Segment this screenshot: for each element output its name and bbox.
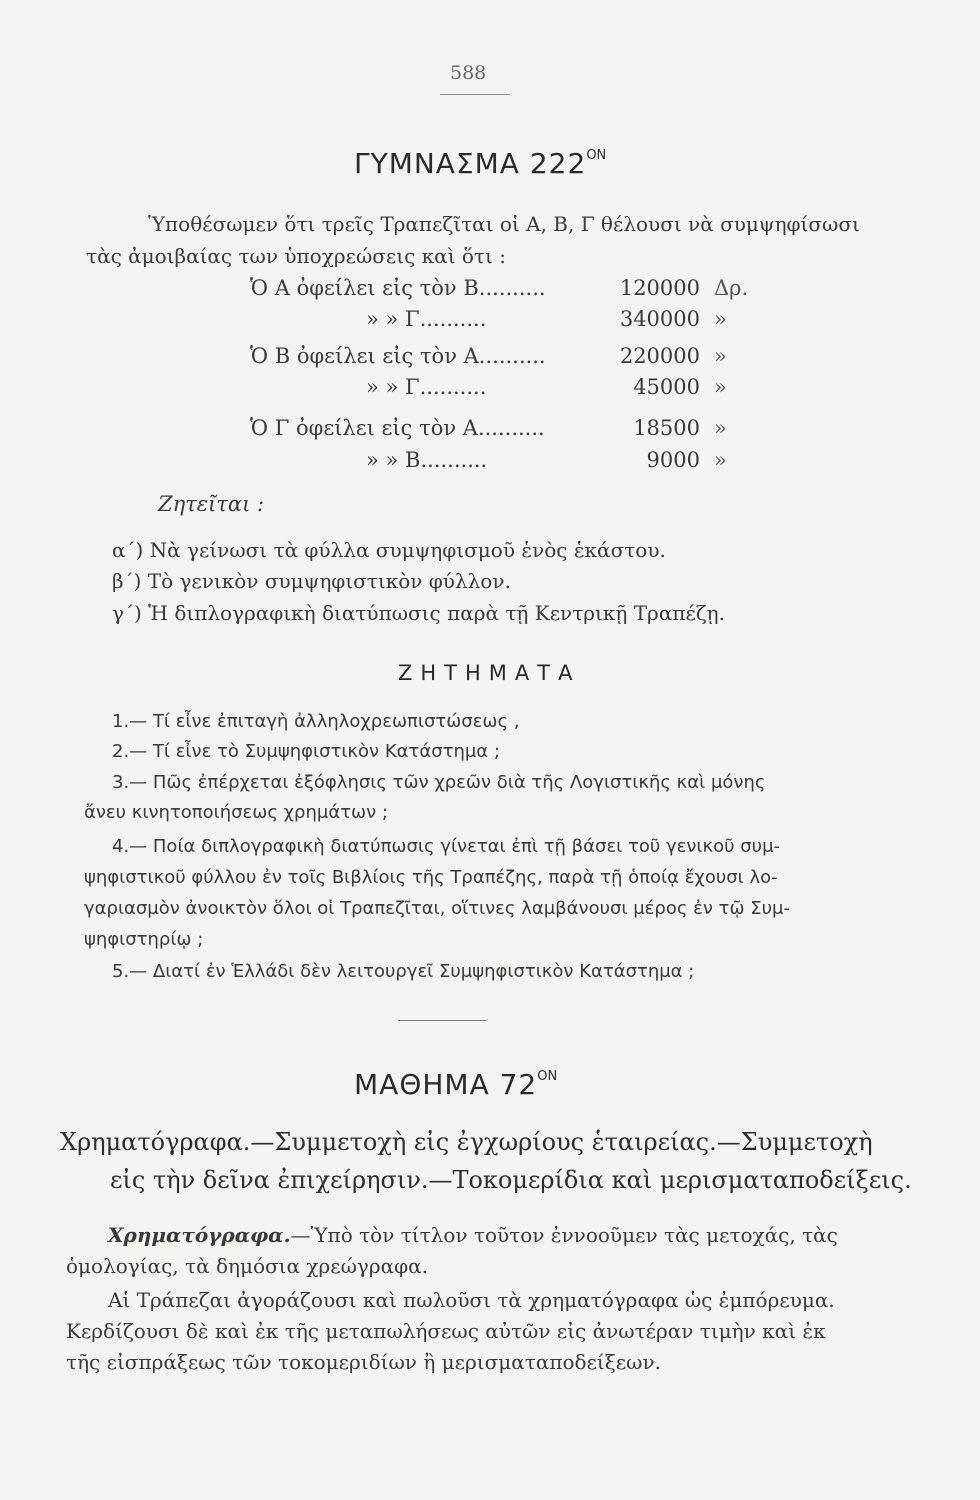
lesson-title: ΜΑΘΗΜΑ $72^{ON}$: [354, 1068, 558, 1101]
question-line: ψηφιστικοῦ φύλλου ἐν τοῖς Βιβλίοις τῆς Τραπέζης, παρὰ τῇ ὁποίᾳ ἔχουσι λο-: [84, 867, 778, 888]
section-divider: [398, 1020, 486, 1021]
question-line: 2.— Τί εἶνε τὸ Συμψηφιστικὸν Κατάστημα ;: [112, 741, 500, 762]
ledger-row: » » Β.......... 9000 »: [366, 448, 727, 472]
question-line: 4.— Ποία διπλογραφικὴ διατύπωσις γίνεται ἐπὶ τῇ βάσει τοῦ γενικοῦ συμ-: [112, 836, 781, 857]
lesson-subtitle-line-2: εἰς τὴν δεῖνα ἐπιχείρησιν.—Τοκομερίδια καὶ μερισματαποδείξεις.: [110, 1166, 912, 1194]
question-line: 3.— Πῶς ἐπέρχεται ἐξόφλησις τῶν χρεῶν διὰ τῆς Λογιστικῆς καὶ μόνης: [112, 772, 766, 793]
question-line: ἄνευ κινητοποιήσεως χρημάτων ;: [84, 802, 388, 823]
ledger-row: Ὁ Β ὀφείλει εἰς τὸν Α.......... 220000 »: [250, 344, 727, 368]
page-number-rule: [440, 94, 510, 95]
exercise-intro-line-1: Ὑποθέσωμεν ὅτι τρεῖς Τραπεζῖται οἱ Α, Β, Γ θέλουσι νὰ συμψηφίσωσι: [148, 212, 860, 236]
question-line: 1.— Τί εἶνε ἐπιταγὴ ἀλληλοχρεωπιστώσεως ,: [112, 711, 520, 732]
lesson-paragraph-1-line-2: ὁμολογίας, τὰ δημόσια χρεώγραφα.: [66, 1254, 428, 1278]
exercise-intro-line-2: τὰς ἀμοιβαίας των ὑποχρεώσεις καὶ ὅτι :: [86, 244, 506, 268]
ledger-row: Ὁ Α ὀφείλει εἰς τὸν Β.......... 120000 Δρ.: [250, 276, 749, 300]
question-line: 5.— Διατί ἐν Ἑλλάδι δὲν λειτουργεῖ Συμψηφιστικὸν Κατάστημα ;: [112, 961, 695, 982]
page-number: 588: [450, 62, 487, 84]
term-heading: Χρηματόγραφα.: [108, 1223, 291, 1247]
ledger-row: » » Γ.......... 45000 »: [366, 375, 727, 399]
ledger-row: » » Γ.......... 340000 »: [366, 307, 727, 331]
request-item: α΄) Νὰ γείνωσι τὰ φύλλα συμψηφισμοῦ ἑνὸς ἑκάστου.: [112, 538, 666, 562]
ledger-row: Ὁ Γ ὀφείλει εἰς τὸν Α.......... 18500 »: [250, 416, 727, 440]
lesson-paragraph-2-line-1: Αἱ Τράπεζαι ἀγοράζουσι καὶ πωλοῦσι τὰ χρηματόγραφα ὡς ἐμπόρευμα.: [108, 1288, 835, 1312]
lesson-paragraph-1-line-1: Χρηματόγραφα.—Ὑπὸ τὸν τίτλον τοῦτον ἐννοοῦμεν τὰς μετοχάς, τὰς: [108, 1223, 838, 1247]
request-item: β΄) Τὸ γενικὸν συμψηφιστικὸν φύλλον.: [112, 569, 511, 593]
question-line: ψηφιστηρίῳ ;: [84, 929, 204, 950]
question-line: γαριασμὸν ἀνοικτὸν ὅλοι οἱ Τραπεζῖται, οἵτινες λαμβάνουσι μέρος ἐν τῷ Συμ-: [84, 898, 790, 919]
lesson-subtitle-line-1: Χρηματόγραφα.—Συμμετοχὴ εἰς ἐγχωρίους ἑταιρείας.—Συμμετοχὴ: [60, 1128, 873, 1156]
lesson-paragraph-2-line-3: τῆς εἰσπράξεως τῶν τοκομεριδίων ἢ μερισματαποδείξεων.: [66, 1350, 661, 1374]
lesson-paragraph-2-line-2: Κερδίζουσι δὲ καὶ ἐκ τῆς μεταπωλήσεως αὐτῶν εἰς ἀνωτέραν τιμὴν καὶ ἐκ: [66, 1319, 826, 1343]
requested-label: Ζητεῖται :: [158, 492, 265, 516]
exercise-title: ΓΥΜΝΑΣΜΑ $222^{ON}$: [354, 147, 607, 180]
request-item: γ΄) Ἡ διπλογραφικὴ διατύπωσις παρὰ τῇ Κεντρικῇ Τραπέζῃ.: [112, 601, 726, 625]
questions-title: ΖΗΤΗΜΑΤΑ: [398, 661, 581, 685]
